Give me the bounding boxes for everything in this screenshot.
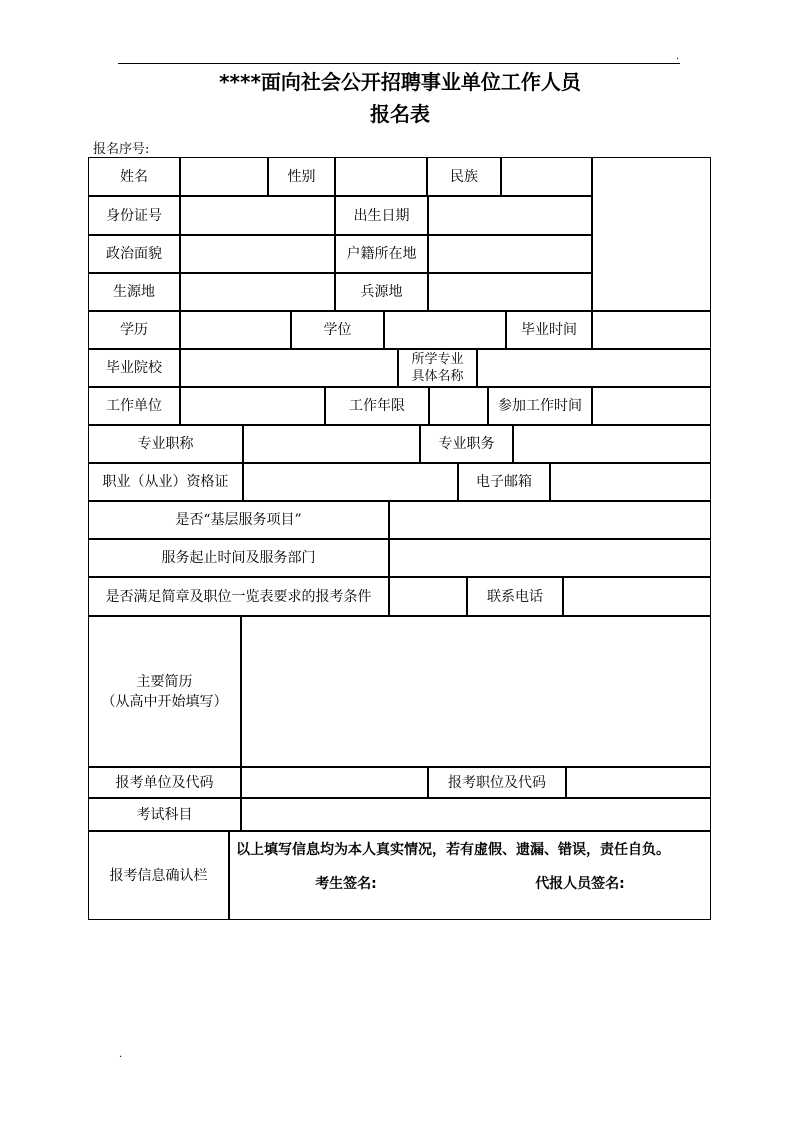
exam-subject-label: 考试科目: [88, 798, 241, 831]
corner-mark: .: [676, 51, 680, 62]
grassroots-project-label: 是否“基层服务项目”: [88, 501, 389, 539]
household-location-field[interactable]: [428, 235, 592, 273]
resume-label-line1: 主要简历: [136, 673, 193, 690]
qualification-cert-field[interactable]: [243, 463, 458, 501]
confirmation-label: 报考信息确认栏: [88, 831, 229, 920]
header-rule: [118, 63, 680, 64]
education-label: 学历: [88, 311, 180, 349]
qualification-cert-label: 职业（从业）资格证: [88, 463, 243, 501]
major-field[interactable]: [477, 349, 711, 387]
degree-label: 学位: [291, 311, 384, 349]
serial-number-label: 报名序号:: [93, 142, 150, 157]
email-field[interactable]: [550, 463, 711, 501]
service-period-label: 服务起止时间及服务部门: [88, 539, 389, 577]
name-field[interactable]: [180, 157, 268, 196]
id-number-field[interactable]: [180, 196, 335, 235]
birth-date-label: 出生日期: [335, 196, 428, 235]
applied-position-label: 报考职位及代码: [428, 767, 566, 798]
work-unit-field[interactable]: [180, 387, 325, 425]
political-status-field[interactable]: [180, 235, 335, 273]
confirmation-box: [229, 831, 711, 920]
education-field[interactable]: [180, 311, 291, 349]
registration-form-table: [89, 158, 711, 920]
graduate-school-field[interactable]: [180, 349, 398, 387]
email-label: 电子邮箱: [458, 463, 550, 501]
professional-title-field[interactable]: [243, 425, 420, 463]
photo-box[interactable]: [592, 157, 711, 311]
ethnicity-label: 民族: [427, 157, 501, 196]
resume-label: [88, 616, 241, 767]
ethnicity-field[interactable]: [501, 157, 592, 196]
resume-field[interactable]: [241, 616, 711, 767]
work-years-field[interactable]: [429, 387, 488, 425]
meets-conditions-field[interactable]: [389, 577, 467, 616]
form-title: ****面向社会公开招聘事业单位工作人员: [219, 70, 581, 94]
confirmation-statement: 以上填写信息均为本人真实情况，若有虚假、遗漏、错误，责任自负。: [236, 842, 670, 858]
household-location-label: 户籍所在地: [335, 235, 428, 273]
degree-field[interactable]: [384, 311, 506, 349]
military-origin-label: 兵源地: [335, 273, 428, 311]
origin-place-label: 生源地: [88, 273, 180, 311]
form-subtitle: 报名表: [370, 102, 430, 126]
gender-label: 性别: [268, 157, 335, 196]
birth-date-field[interactable]: [428, 196, 592, 235]
graduation-time-label: 毕业时间: [506, 311, 592, 349]
gender-field[interactable]: [335, 157, 427, 196]
origin-place-field[interactable]: [180, 273, 335, 311]
agent-signature-label[interactable]: 代报人员签名:: [535, 876, 625, 892]
meets-conditions-label: 是否满足简章及职位一览表要求的报考条件: [88, 577, 389, 616]
major-label-line1: 所学专业: [411, 352, 464, 367]
graduation-time-field[interactable]: [592, 311, 711, 349]
military-origin-field[interactable]: [428, 273, 592, 311]
exam-subject-field[interactable]: [241, 798, 711, 831]
id-number-label: 身份证号: [88, 196, 180, 235]
applied-position-field[interactable]: [566, 767, 711, 798]
phone-label: 联系电话: [467, 577, 563, 616]
applied-unit-field[interactable]: [241, 767, 428, 798]
name-label: 姓名: [88, 157, 180, 196]
phone-field[interactable]: [563, 577, 711, 616]
work-unit-label: 工作单位: [88, 387, 180, 425]
professional-post-field[interactable]: [513, 425, 711, 463]
applied-unit-label: 报考单位及代码: [88, 767, 241, 798]
signature-row: [236, 874, 704, 894]
work-start-time-field[interactable]: [592, 387, 711, 425]
professional-post-label: 专业职务: [420, 425, 513, 463]
work-years-label: 工作年限: [325, 387, 429, 425]
resume-label-line2: （从高中开始填写）: [101, 693, 228, 710]
bottom-mark: .: [119, 1049, 123, 1060]
political-status-label: 政治面貌: [88, 235, 180, 273]
candidate-signature-label[interactable]: 考生签名:: [315, 876, 377, 892]
major-label-line2: 具体名称: [411, 369, 464, 384]
service-period-field[interactable]: [389, 539, 711, 577]
professional-title-label: 专业职称: [88, 425, 243, 463]
work-start-time-label: 参加工作时间: [488, 387, 592, 425]
graduate-school-label: 毕业院校: [88, 349, 180, 387]
major-label: [398, 349, 477, 387]
grassroots-project-field[interactable]: [389, 501, 711, 539]
